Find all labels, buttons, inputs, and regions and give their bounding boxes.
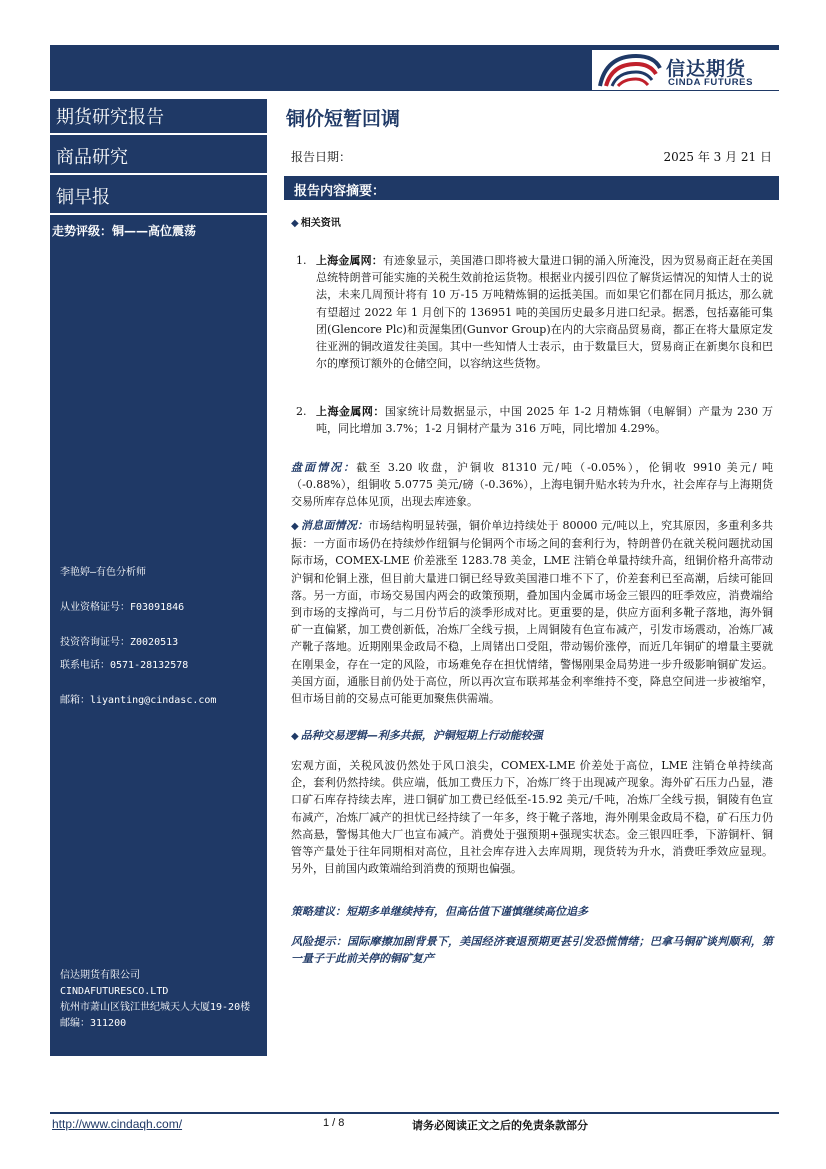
footer-link[interactable]: http://www.cindaqh.com/ — [52, 1117, 183, 1131]
risk-section — [291, 933, 773, 967]
logic-heading: ◆ 品种交易逻辑—利多共振，沪铜短期上行动能较强 — [291, 729, 543, 742]
analyst-name: 李艳婷—有色分析师 — [60, 567, 147, 578]
date-label: 报告日期： — [291, 150, 352, 164]
rating-label: 走势评级： — [52, 224, 113, 238]
risk-text: 国际摩擦加剧背景下，美国经济衰退预期更甚引发恐慌情绪；巴拿马铜矿谈判顺利，第一量子于此前关停的铜矿复产 — [291, 935, 774, 966]
risk-label: 风险提示： — [291, 935, 348, 948]
news-analysis-section — [291, 517, 773, 707]
diamond-bullet-icon: ◆ — [291, 218, 299, 229]
logo-name-cn: 信达期货 — [666, 58, 747, 80]
cinda-logo — [592, 50, 782, 90]
logic-text: 宏观方面，关税风波仍然处于风口浪尖，COMEX-LME 价差处于高位，LME 注销仓单持续高企，套利仍然持续。供应端，低加工费压力下，冶炼厂终于出现减产现象。海外矿石压力凸显，港口矿石库存持续去库，进口铜矿加工费已经低至-15.92 美元/千吨，冶炼厂全线亏损，铜陵有色宣布减产，冶炼厂减产的担忧已经持续了一年多，终于靴子落地，海外刚果金政局不稳，矿石压力仍然高悬，警惕其他大厂也宣布减产。消费处于强预期+强现实状态。金三银四旺季，下游铜杆、铜管等产量处于往年同期相对高位，且社会库存进入去库周期，现货转为升水，消费旺季效应显现。另外，目前国内政策端给到消费的预期也偏强。 — [291, 759, 773, 876]
news-analysis-text: 市场结构明显转强，铜价单边持续处于 80000 元/吨以上，究其原因，多重利多共振：一方面市场仍在持续炒作纽铜与伦铜两个市场之间的套利行为，特朗普仍在就关税问题扰动国际市场，COMEX-LME 价差涨至 1283.78 美金，LME 注销仓单量持续升高，纽铜价格升高带动沪铜和伦铜上涨，但目前大量进口铜已经导致美国港口堆不下了，价差套利已至高潮，后续可能回落。另一方面，市场交易国内两会的政策预期，叠加国内金属市场金三银四的旺季效应，消费端给到市场的支撑尚可，与二月份节后的淡季形成对比。更重要的是，供应方面利多靴子落地，海外铜矿一直偏紧，加工费创新低，冶炼厂全线亏损，上周铜陵有色宣布减产，引发市场震动，冶炼厂减产靴子落地。近期刚果金政局不稳，上周锗出口受阻，带动锡价涨停，而近几年铜矿的增量主要就在刚果金，存在一定的风险，市场难免存在担忧情绪，警惕刚果金局势进一步升级影响铜矿发运。美国方面，通胀目前仍处于高位，所以再次宣布联邦基金利率维持不变，降息空间进一步被缩窄，但市场目前的交易点可能更加聚焦供需端。 — [291, 519, 773, 706]
strategy-section — [291, 903, 773, 920]
analyst-phone: 联系电话：0571-28132578 — [60, 660, 189, 671]
logo-name-en: CINDA FUTURES — [668, 77, 754, 88]
footer-divider — [50, 1112, 779, 1114]
news-text: 有迹象显示，美国港口即将被大量进口铜的涌入所淹没，因为贸易商正赶在美国总统特朗普可能实施的关税生效前抢运货物。根据业内援引四位了解货运情况的知情人士的说法，未来几周预计将有 10 万-15 万吨精炼铜的运抵美国。而如果它们都在同月抵达，那么就有望超过 2022 年 1 月创下的 136951 吨的美国历史最多月进口纪录。据悉，包括嘉能可集团(Glencore Plc)和贡渥集团(Gunvor Group)在内的大宗商品贸易商，都正在将大量原定发往亚洲的铜改道发往美国。其中一些知情人士表示，由于数量巨大，贸易商正在新奥尔良和巴尔的摩预订额外的仓储空间，以容纳这些货物。 — [316, 254, 774, 371]
report-type: 期货研究报告 — [50, 99, 267, 135]
analyst-license: 从业资格证号：F03091846 — [60, 602, 185, 613]
news-source: 上海金属网： — [316, 405, 385, 418]
news-item: 1. 上海金属网：有迹象显示，美国港口即将被大量进口铜的涌入所淹没，因为贸易商正赶在美国总统特朗普可能实施的关税生效前抢运货物。根据业内援引四位了解货运情况的知情人士的说法，未来几周预计将有 10 万-15 万吨精炼铜的运抵美国。而如果它们都在同月抵达，那么就有望超过 2022 年 1 月创下的 136951 吨的美国历史最多月进口纪录。据悉，包括嘉能可集团(Glencore Plc)和贡渥集团(Gunvor Group)在内的大宗商品贸易商，都正在将大量原定发往亚洲的铜改道发往美国。其中一些知情人士表示，由于数量巨大，贸易商正在新奥尔良和巴尔的摩预订额外的仓储空间，以容纳这些货物。 — [296, 254, 774, 371]
strategy-text: 短期多单继续持有，但高估值下谨慎继续高位追多 — [346, 905, 588, 918]
trend-rating — [50, 219, 267, 241]
diamond-bullet-icon: ◆ — [291, 731, 299, 742]
strategy-label: 策略建议： — [291, 905, 346, 918]
company-name-cn: 信达期货有限公司 — [60, 970, 140, 981]
disclaimer-note: 请务必阅读正文之后的免责条款部分 — [412, 1119, 588, 1132]
cinda-logo-icon — [596, 52, 664, 88]
page-title: 铜价短暂回调 — [286, 108, 401, 130]
market-text: 截至 3.20 收盘，沪铜收 81310 元/吨（-0.05%），伦铜收 9910 美元/ 吨（-0.88%），组铜收 5.0775 美元/磅（-0.36%），上海电铜升贴水转为升水，社会库存与上海期货交易所库存总体见顶，出现去库迹象。 — [291, 461, 774, 509]
page-number: 1 / 8 — [323, 1117, 345, 1129]
news-source: 上海金属网： — [316, 254, 383, 267]
abstract-heading: 报告内容摘要： — [284, 176, 779, 200]
analyst-info — [60, 563, 265, 714]
market-label: 盘面情况： — [291, 461, 357, 474]
company-name-en: CINDAFUTURESCO.LTD — [60, 986, 169, 997]
news-item: 2. 上海金属网：国家统计局数据显示，中国 2025 年 1-2 月精炼铜（电解铜）产量为 230 万吨，同比增加 3.7%；1-2 月铜材产量为 316 万吨，同比增加 4.29%。 — [296, 405, 773, 436]
news-text: 国家统计局数据显示，中国 2025 年 1-2 月精炼铜（电解铜）产量为 230 万吨，同比增加 3.7%；1-2 月铜材产量为 316 万吨，同比增加 4.29%。 — [316, 405, 773, 436]
report-date-row — [291, 148, 772, 165]
market-section — [291, 459, 773, 511]
company-address: 杭州市萧山区钱江世纪城天人大厦19-20楼 — [60, 1002, 251, 1013]
report-category: 商品研究 — [50, 139, 267, 175]
news-heading: ◆ 相关资讯 — [291, 218, 341, 229]
company-info — [60, 968, 265, 1032]
rating-value: 铜——高位震荡 — [112, 224, 197, 238]
diamond-bullet-icon: ◆ — [291, 521, 299, 532]
news-analysis-label: 消息面情况： — [300, 519, 369, 532]
date-value: 2025 年 3 月 21 日 — [663, 150, 772, 164]
company-postcode: 邮编：311200 — [60, 1018, 127, 1029]
analyst-consult-license: 投资咨询证号：Z0020513 — [60, 637, 179, 648]
analyst-email[interactable]: 邮箱：liyanting@cindasc.com — [60, 695, 217, 706]
report-name: 铜早报 — [50, 179, 267, 215]
